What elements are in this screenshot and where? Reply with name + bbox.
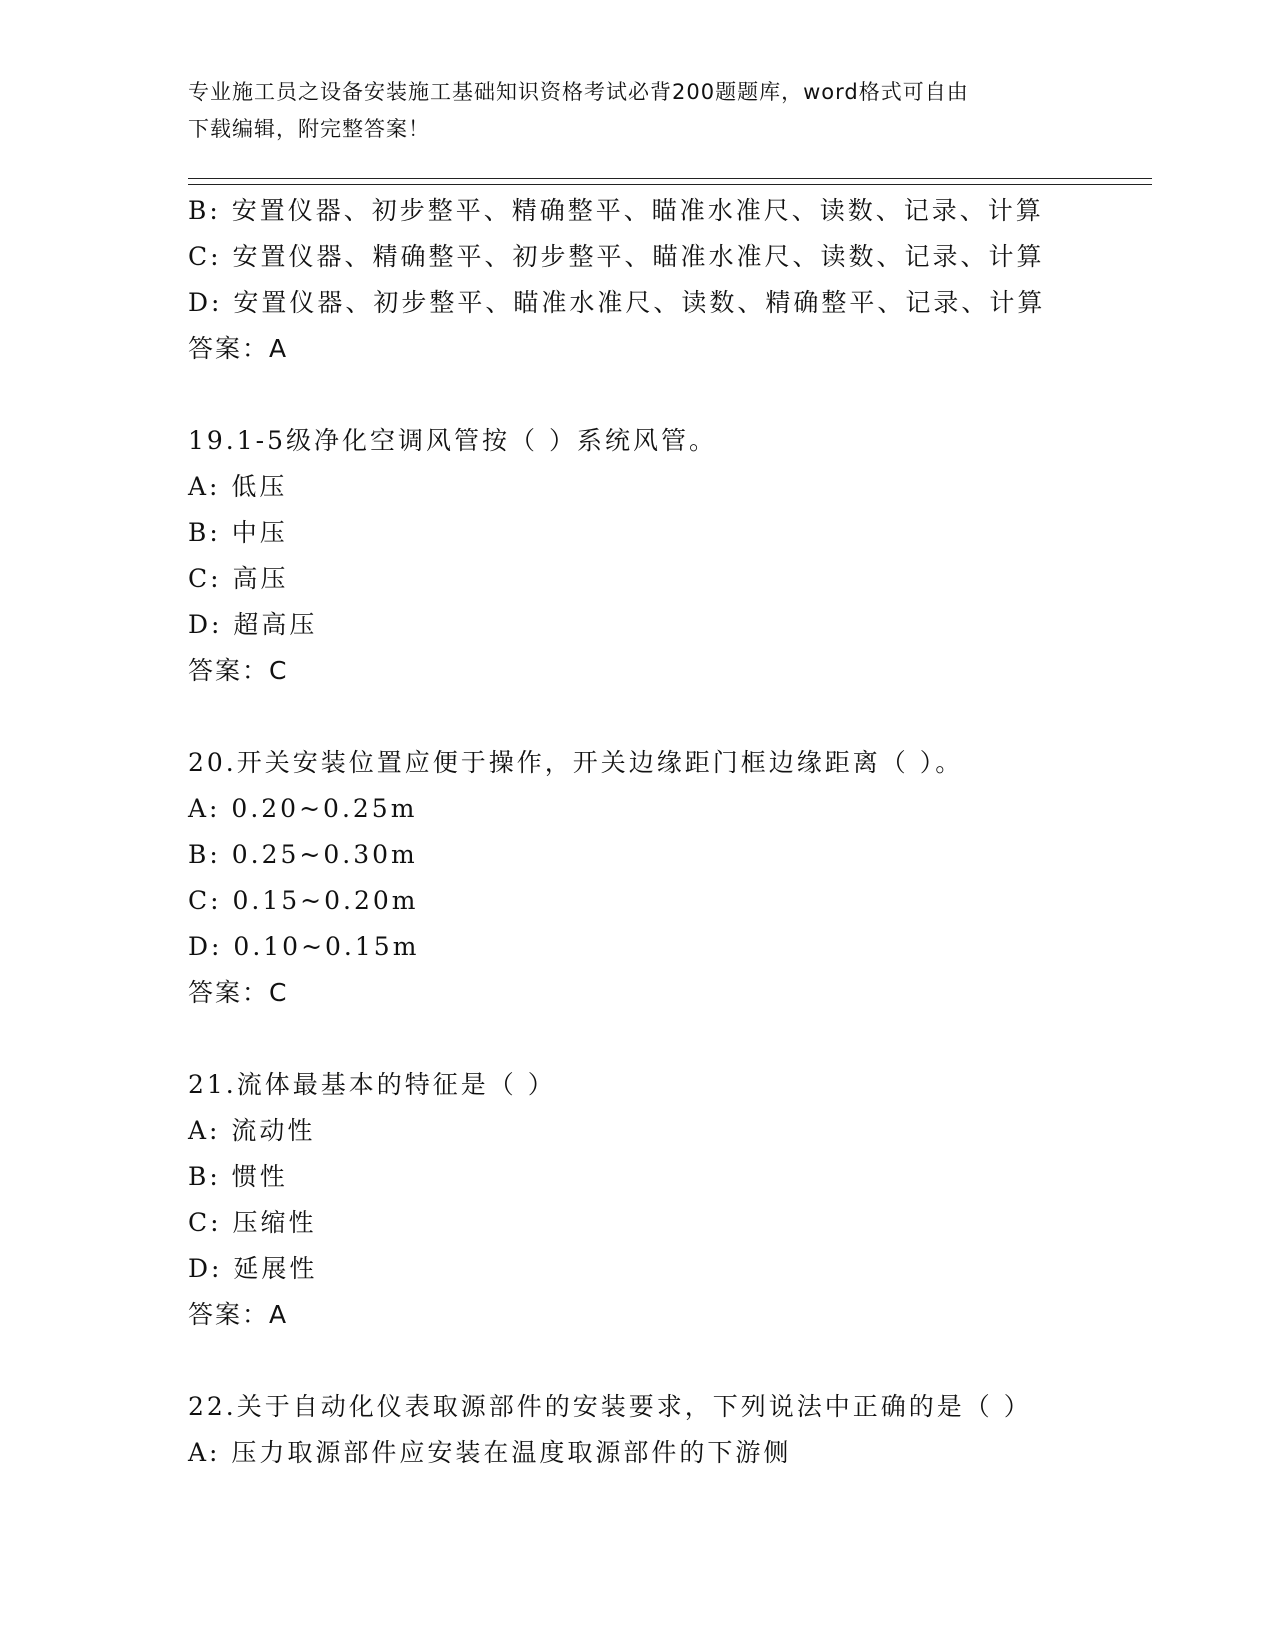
question-stem: 19.1-5级净化空调风管按（ ）系统风管。 (188, 426, 717, 455)
carryover-question (188, 188, 1152, 372)
question-20 (188, 740, 1152, 1016)
option-d: D: 超高压 (188, 610, 318, 639)
header-divider-bottom (188, 184, 1152, 185)
question-stem: 22.关于自动化仪表取源部件的安装要求，下列说法中正确的是（ ） (188, 1392, 1032, 1421)
document-header (188, 74, 1088, 148)
spacer (188, 1338, 1152, 1384)
answer-line: 答案：A (188, 1300, 289, 1329)
spacer (188, 372, 1152, 418)
option-c: C: 0.15~0.20m (188, 886, 419, 915)
option-d: D: 延展性 (188, 1254, 318, 1283)
header-line-1: 专业施工员之设备安装施工基础知识资格考试必背200题题库，word格式可自由 (188, 80, 969, 104)
question-stem: 20.开关安装位置应便于操作，开关边缘距门框边缘距离（ ）。 (188, 748, 964, 777)
option-a: A: 压力取源部件应安装在温度取源部件的下游侧 (188, 1438, 792, 1467)
option-b: B: 0.25~0.30m (188, 840, 418, 869)
option-b: B: 惯性 (188, 1162, 288, 1191)
question-content (188, 188, 1152, 1476)
option-b: B: 中压 (188, 518, 288, 547)
question-stem: 21.流体最基本的特征是（ ） (188, 1070, 556, 1099)
question-19 (188, 418, 1152, 694)
question-22 (188, 1384, 1152, 1476)
option-a: A: 低压 (188, 472, 288, 501)
option-d: D: 0.10~0.15m (188, 932, 420, 961)
answer-line: 答案：C (188, 978, 289, 1007)
option-c: C: 压缩性 (188, 1208, 317, 1237)
spacer (188, 1016, 1152, 1062)
option-a: A: 0.20~0.25m (188, 794, 418, 823)
header-line-2: 下载编辑，附完整答案！ (188, 117, 430, 141)
question-21 (188, 1062, 1152, 1338)
header-divider-top (188, 178, 1152, 179)
option-c: C: 安置仪器、精确整平、初步整平、瞄准水准尺、读数、记录、计算 (188, 242, 1045, 271)
option-a: A: 流动性 (188, 1116, 316, 1145)
option-c: C: 高压 (188, 564, 289, 593)
answer-line: 答案：C (188, 656, 289, 685)
option-d: D: 安置仪器、初步整平、瞄准水准尺、读数、精确整平、记录、计算 (188, 288, 1046, 317)
option-b: B: 安置仪器、初步整平、精确整平、瞄准水准尺、读数、记录、计算 (188, 196, 1044, 225)
spacer (188, 694, 1152, 740)
answer-line: 答案：A (188, 334, 289, 363)
